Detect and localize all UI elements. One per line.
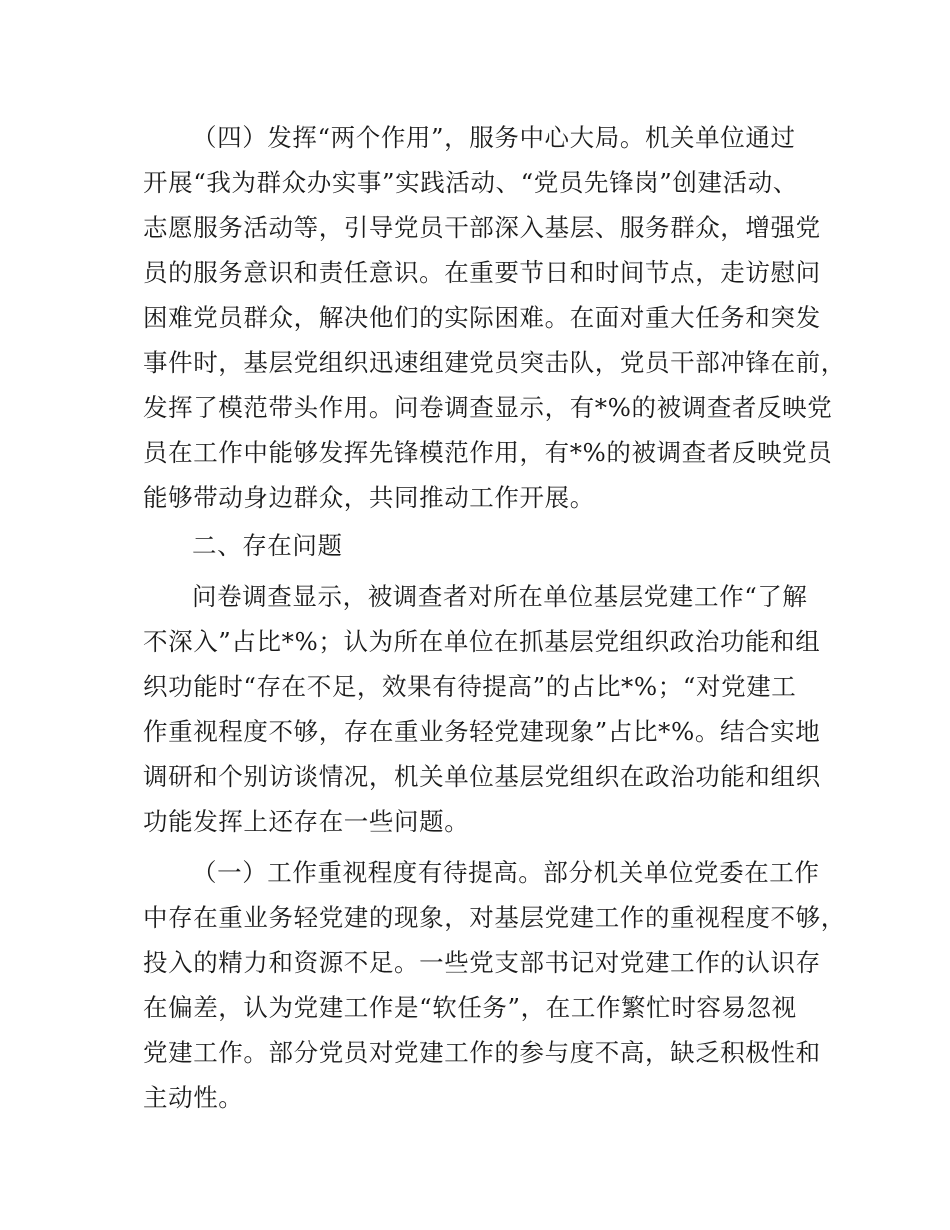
survey-paragraph-line-4: 作重视程度不够，存在重业务轻党建现象”占比*%。结合实地 [143, 717, 821, 746]
paragraph-1-line-5: 党建工作。部分党员对党建工作的参与度不高，缺乏积极性和 [143, 1038, 821, 1067]
paragraph-1-line-4: 在偏差，认为党建工作是“软任务”，在工作繁忙时容易忽视 [143, 993, 797, 1022]
paragraph-4-line-3: 志愿服务活动等，引导党员干部深入基层、服务群众，增强党 [143, 213, 821, 242]
paragraph-4-line-9: 能够带动身边群众，共同推动工作开展。 [143, 483, 595, 512]
paragraph-4-line-5: 困难党员群众，解决他们的实际困难。在面对重大任务和突发 [143, 303, 821, 332]
paragraph-1-line-2: 中存在重业务轻党建的现象，对基层党建工作的重视程度不够， [143, 903, 846, 932]
paragraph-4-line-1: （四）发挥“两个作用”，服务中心大局。机关单位通过 [192, 123, 796, 152]
paragraph-4-line-4: 员的服务意识和责任意识。在重要节日和时间节点，走访慰问 [143, 258, 821, 287]
paragraph-1-line-1: （一）工作重视程度有待提高。部分机关单位党委在工作 [192, 858, 820, 887]
paragraph-4-line-6: 事件时，基层党组织迅速组建党员突击队，党员干部冲锋在前， [143, 348, 846, 377]
paragraph-1-line-6: 主动性。 [143, 1083, 244, 1112]
paragraph-1-line-3: 投入的精力和资源不足。一些党支部书记对党建工作的认识存 [143, 948, 821, 977]
section-heading: 二、存在问题 [192, 531, 343, 560]
survey-paragraph-line-5: 调研和个别访谈情况，机关单位基层党组织在政治功能和组织 [143, 762, 821, 791]
paragraph-4-line-8: 员在工作中能够发挥先锋模范作用，有*%的被调查者反映党员 [143, 438, 833, 467]
survey-paragraph-line-1: 问卷调查显示，被调查者对所在单位基层党建工作“了解 [192, 582, 808, 611]
paragraph-4-line-7: 发挥了模范带头作用。问卷调查显示，有*%的被调查者反映党 [143, 393, 833, 422]
survey-paragraph-line-3: 织功能时“存在不足，效果有待提高”的占比*%；“对党建工 [143, 672, 797, 701]
paragraph-4-line-2: 开展“我为群众办实事”实践活动、“党员先锋岗”创建活动、 [143, 168, 798, 197]
survey-paragraph-line-6: 功能发挥上还存在一些问题。 [143, 807, 470, 836]
survey-paragraph-line-2: 不深入”占比*%；认为所在单位在抓基层党组织政治功能和组 [143, 627, 821, 656]
